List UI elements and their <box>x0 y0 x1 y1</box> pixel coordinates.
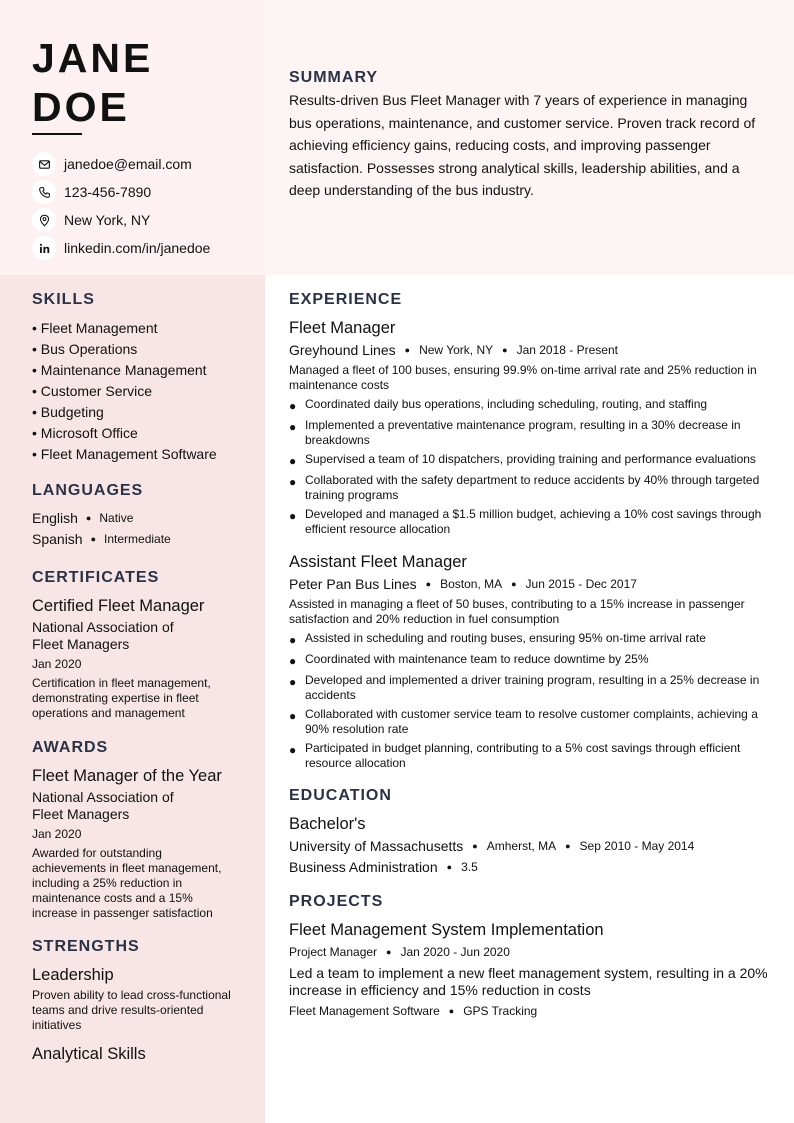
awards-heading: AWARDS <box>32 739 109 756</box>
bullet-item: ● Developed and managed a $1.5 million budget, achieving a 10% cost savings through efficient resource allocation <box>289 507 762 536</box>
education-entry <box>289 813 774 877</box>
project-meta <box>289 942 774 962</box>
certificate-name: Certified Fleet Manager <box>32 597 205 615</box>
education-meta <box>289 836 774 856</box>
job-entry <box>289 551 774 771</box>
email-text: janedoe@email.com <box>64 156 192 172</box>
skill-item: • Bus Operations <box>32 341 138 357</box>
languages-heading: LANGUAGES <box>32 482 144 499</box>
linkedin-icon <box>32 236 56 260</box>
location-pin-icon <box>32 208 56 232</box>
summary-section <box>289 69 769 202</box>
separator-dot: ● <box>85 513 92 523</box>
last-name: DOE <box>32 84 130 130</box>
job-title: Assistant Fleet Manager <box>289 553 467 571</box>
skills-heading: SKILLS <box>32 291 95 308</box>
award-org: National Association of Fleet Managers <box>32 789 174 822</box>
bullet-item: ● Coordinated with maintenance team to reduce downtime by 25% <box>289 652 649 668</box>
school-name: University of Massachusetts <box>289 838 464 854</box>
job-company: Greyhound Lines <box>289 342 396 358</box>
first-name: JANE <box>32 35 154 81</box>
job-description: Assisted in managing a fleet of 50 buses, contributing to a 15% increase in passenger satisfaction and 20% reduction in fuel consumption <box>289 597 745 626</box>
language-item <box>32 529 252 550</box>
summary-heading: SUMMARY <box>289 69 379 86</box>
education-heading: EDUCATION <box>289 787 392 804</box>
projects-heading: PROJECTS <box>289 893 384 910</box>
separator-dot: ● <box>404 345 411 355</box>
mail-icon <box>32 152 56 176</box>
contact-list <box>32 150 257 262</box>
award-desc: Awarded for outstanding achievements in fleet management, including a 25% reduction in maintenance costs and a 15% increase in passenger satisfaction <box>32 846 222 920</box>
phone-icon <box>32 180 56 204</box>
job-entry <box>289 317 774 537</box>
education-dates: Sep 2010 - May 2014 <box>579 839 695 853</box>
certificate-date: Jan 2020 <box>32 657 82 671</box>
strength-item <box>32 964 252 1033</box>
job-bullets <box>289 397 774 537</box>
skill-item: • Budgeting <box>32 404 104 420</box>
contact-phone[interactable] <box>32 178 257 206</box>
bullet-item: ● Collaborated with customer service team to resolve customer complaints, achieving a 90% resolution rate <box>289 707 758 736</box>
contact-linkedin[interactable] <box>32 234 257 262</box>
separator-dot: ● <box>448 1006 455 1016</box>
strengths-heading: STRENGTHS <box>32 938 140 955</box>
separator-dot: ● <box>90 534 97 544</box>
award-name: Fleet Manager of the Year <box>32 767 222 785</box>
language-level: Intermediate <box>104 532 171 546</box>
bullet-item: ● Developed and implemented a driver training program, resulting in a 25% decrease in accidents <box>289 673 760 702</box>
bullet-item: ● Coordinated daily bus operations, including scheduling, routing, and staffing <box>289 397 708 413</box>
strength-name: Analytical Skills <box>32 1045 146 1063</box>
separator-dot: ● <box>502 345 508 355</box>
language-name: Spanish <box>32 531 83 547</box>
contact-location <box>32 206 257 234</box>
strength-name: Leadership <box>32 966 114 984</box>
job-location: New York, NY <box>419 343 494 357</box>
language-level: Native <box>99 511 134 525</box>
certificates-heading: CERTIFICATES <box>32 569 160 586</box>
project-dates: Jan 2020 - Jun 2020 <box>400 945 510 959</box>
location-text: New York, NY <box>64 212 151 228</box>
job-location: Boston, MA <box>440 577 503 591</box>
project-tag: GPS Tracking <box>463 1004 538 1018</box>
candidate-name <box>32 34 252 132</box>
skill-item: • Fleet Management Software <box>32 446 217 462</box>
school-location: Amherst, MA <box>486 839 557 853</box>
project-role: Project Manager <box>289 945 378 959</box>
job-meta <box>289 340 774 360</box>
language-item <box>32 508 252 529</box>
award-date: Jan 2020 <box>32 827 82 841</box>
skill-item: • Customer Service <box>32 383 153 399</box>
languages-list <box>32 508 252 550</box>
certificate-desc: Certification in fleet management, demonstrating expertise in fleet operations and management <box>32 676 211 720</box>
skills-list <box>32 318 252 465</box>
job-meta <box>289 574 774 594</box>
main-content <box>289 291 774 1021</box>
separator-dot: ● <box>386 947 392 957</box>
job-dates: Jun 2015 - Dec 2017 <box>525 577 637 591</box>
bullet-item: ● Assisted in scheduling and routing buses, ensuring 95% on-time arrival rate <box>289 631 706 647</box>
language-name: English <box>32 510 78 526</box>
award-item <box>32 765 252 921</box>
gpa: 3.5 <box>461 860 478 874</box>
project-tags <box>289 1001 774 1021</box>
certificate-item <box>32 595 252 721</box>
bullet-item: ● Collaborated with the safety department to reduce accidents by 40% through targeted training programs <box>289 473 760 502</box>
strength-desc: Proven ability to lead cross-functional teams and drive results-oriented initiatives <box>32 988 231 1032</box>
project-tag: Fleet Management Software <box>289 1004 440 1018</box>
skill-item: • Maintenance Management <box>32 362 207 378</box>
job-description: Managed a fleet of 100 buses, ensuring 99.9% on-time arrival rate and 25% reduction in maintenance costs <box>289 363 757 392</box>
job-company: Peter Pan Bus Lines <box>289 576 417 592</box>
contact-email[interactable] <box>32 150 257 178</box>
job-title: Fleet Manager <box>289 319 396 337</box>
experience-heading: EXPERIENCE <box>289 291 403 308</box>
bullet-item: ● Participated in budget planning, contributing to a 5% cost savings through efficient resource allocation <box>289 741 741 770</box>
bullet-item: ● Supervised a team of 10 dispatchers, providing training and performance evaluations <box>289 452 756 468</box>
education-field <box>289 857 774 877</box>
project-entry <box>289 919 774 1021</box>
job-dates: Jan 2018 - Present <box>516 343 618 357</box>
separator-dot: ● <box>446 862 453 872</box>
separator-dot: ● <box>472 841 478 851</box>
separator-dot: ● <box>565 841 571 851</box>
degree: Bachelor's <box>289 815 366 833</box>
sidebar-content <box>32 291 252 1065</box>
bullet-item: ● Implemented a preventative maintenance program, resulting in a 30% decrease in breakdowns <box>289 418 741 447</box>
project-name: Fleet Management System Implementation <box>289 921 604 939</box>
project-description: Led a team to implement a new fleet management system, resulting in a 20% increase in efficiency and 15% reduction in costs <box>289 965 768 998</box>
skill-item: • Microsoft Office <box>32 425 138 441</box>
certificate-org: National Association of Fleet Managers <box>32 619 174 652</box>
name-divider <box>32 133 82 135</box>
field-of-study: Business Administration <box>289 859 438 875</box>
job-bullets <box>289 631 774 771</box>
linkedin-text: linkedin.com/in/janedoe <box>64 240 211 256</box>
summary-text: Results-driven Bus Fleet Manager with 7 years of experience in managing bus operations, maintenance, and customer service. Proven track record of achieving efficiency gains, reducing costs, and improving passenger satisfaction. Possesses strong analytical skills, leadership abilities, and a deep understanding of the bus industry. <box>289 92 756 199</box>
skill-item: • Fleet Management <box>32 320 158 336</box>
phone-text: 123-456-7890 <box>64 184 152 200</box>
separator-dot: ● <box>511 579 517 589</box>
separator-dot: ● <box>425 579 432 589</box>
strength-item <box>32 1043 252 1065</box>
